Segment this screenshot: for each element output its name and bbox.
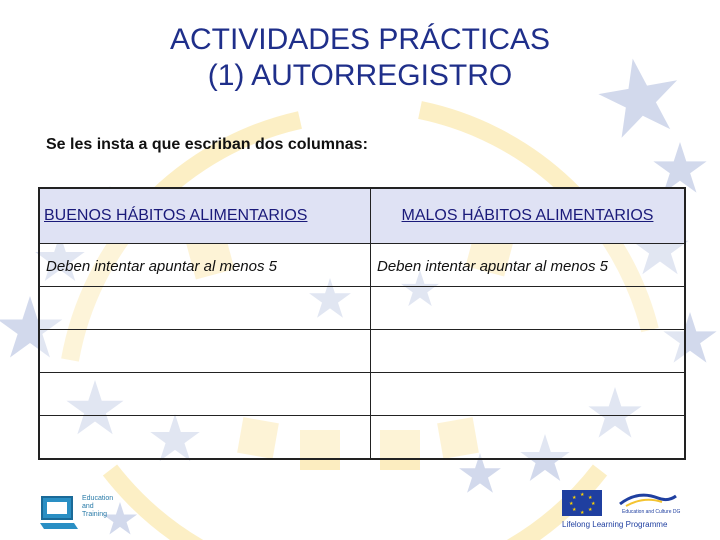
table-cell — [39, 416, 371, 459]
table-cell — [371, 373, 686, 416]
education-training-label: Education and Training — [82, 495, 114, 518]
eu-flag-icon: ★ ★ ★ ★ ★ ★ ★ ★ — [562, 490, 602, 516]
slide-title-line-2: (1) AUTORREGISTRO — [207, 59, 513, 92]
computer-icon — [38, 493, 80, 533]
swoosh-icon — [618, 490, 678, 508]
table-row — [39, 416, 685, 459]
table-cell — [371, 416, 686, 459]
slide-title-line-1: ACTIVIDADES PRÁCTICAS — [169, 23, 551, 56]
lifelong-learning-logo — [562, 488, 702, 532]
table-cell — [39, 373, 371, 416]
star-decoration — [653, 142, 706, 193]
header-good-habits: BUENOS HÁBITOS ALIMENTARIOS — [39, 188, 371, 244]
table-cell — [39, 287, 371, 330]
table-row — [39, 330, 685, 373]
table-header-row — [39, 188, 685, 244]
table-row — [39, 287, 685, 330]
header-bad-habits: MALOS HÁBITOS ALIMENTARIOS — [371, 188, 686, 244]
table-cell — [371, 287, 686, 330]
intro-text: Se les insta a que escriban dos columnas: — [46, 136, 368, 153]
table-cell — [39, 330, 371, 373]
lifelong-learning-label: Lifelong Learning Programme — [562, 520, 668, 529]
table-cell — [371, 330, 686, 373]
habits-table — [38, 187, 686, 460]
education-culture-label: Education and Culture DG — [622, 509, 681, 515]
table-cell: Deben intentar apuntar al menos 5 — [371, 244, 686, 287]
education-training-logo — [38, 493, 114, 533]
table-row — [39, 373, 685, 416]
table-row — [39, 244, 685, 287]
table-cell: Deben intentar apuntar al menos 5 — [39, 244, 371, 287]
arc-decoration — [110, 470, 600, 540]
